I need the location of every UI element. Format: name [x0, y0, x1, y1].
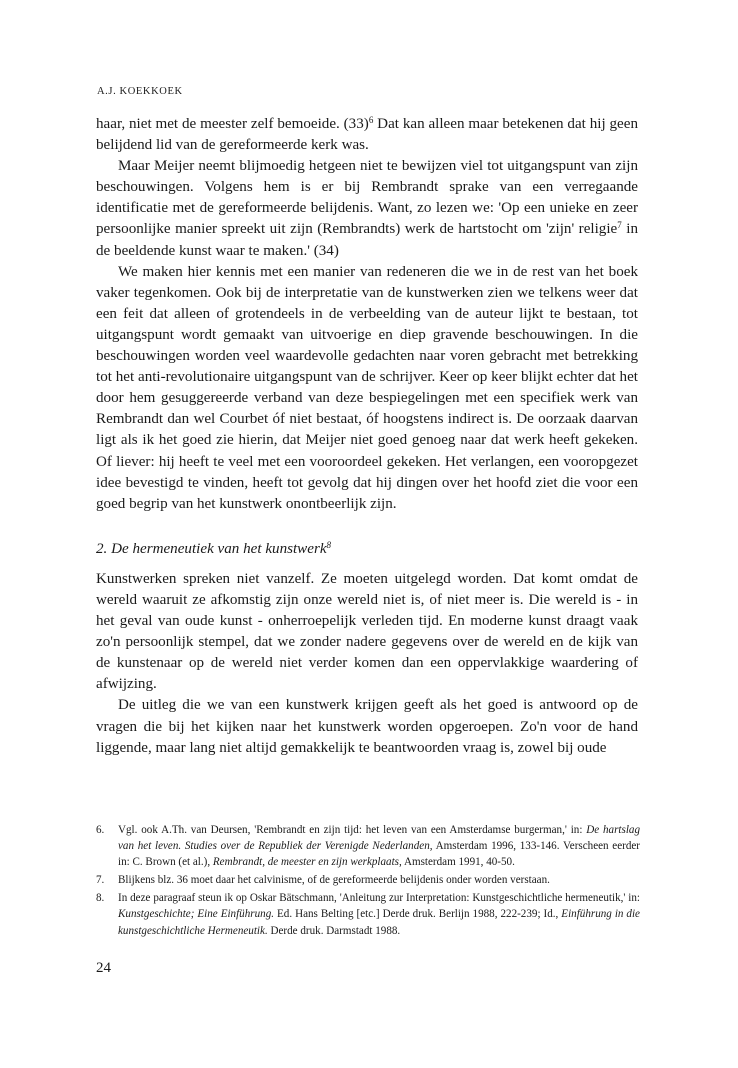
paragraph: haar, niet met de meester zelf bemoeide. $(33)^6$ Dat kan alleen maar betekenen dat hij geen belijdend lid van de gereformeerde kerk was.	[96, 115, 639, 154]
footnote-ref: 8	[326, 539, 332, 550]
page-number: 24	[96, 960, 111, 976]
footnote-ref: 7	[617, 220, 622, 231]
footnote: 6. Vgl. ook A.Th. van Deursen, 'Rembrandt en zijn tijd: het leven van een Amsterdamse burgerman,' in: De hartslag van het leven. Studies over de Republiek der Verenigde Nederlanden, Amsterdam 1996, 133-146. Verscheen eerder in: C. Brown (et al.), Rembrandt, de meester en zijn werkplaats, Amsterdam 1991, 40-50.	[96, 824, 640, 869]
body-text	[96, 114, 638, 759]
paragraph: Kunstwerken spreken niet vanzelf. Ze moeten uitgelegd worden. Dat komt omdat de wereld waaruit ze afkomstig zijn onze wereld niet is, of niet meer is. Die wereld is - in het geval van oude kunst - onherroepelijk verleden tijd. En moderne kunst draagt vaak zo'n persoonlijk stempel, dat we zonder nadere gegevens over de wereld en de kijk van de kunstenaar op de wereld niet verder komen dan een oppervlakkige waardering of afwijzing.	[96, 570, 638, 693]
footnote: 7. Blijkens blz. 36 moet daar het calvinisme, of de gereformeerde belijdenis onder worden verstaan.	[96, 874, 550, 887]
footnote: 8. In deze paragraaf steun ik op Oskar Bätschmann, 'Anleitung zur Interpretation: Kunstgeschichtliche hermeneutik,' in: Kunstgeschichte; Eine Einführung. Ed. Hans Belting [etc.] Derde druk. Berlijn 1988, 222-239; Id., Einführung in die kunstgeschichtliche Hermeneutik. Derde druk. Darmstadt 1988.	[96, 892, 640, 937]
paragraph: We maken hier kennis met een manier van redeneren die we in de rest van het boek vaker tegenkomen. Ook bij de interpretatie van de kunstwerken zien we telkens weer dat een feit dat alleen of grotendeels in de verbeelding van de auteur lijkt te bestaan, tot uitgangspunt wordt gemaakt van uitvoerige en diep gravende beschouwingen. In die beschouwingen worden veel waardevolle gedachten naar voren gebracht met betrekking tot het anti-revolutionaire uitgangspunt van de schrijver. Keer op keer blijkt echter dat het door hem gesuggereerde verband van deze bespiegelingen met een specifiek werk van Rembrandt dan wel Courbet óf niet bestaat, óf hoogstens indirect is. De oorzaak daarvan ligt als ik het goed zie hierin, dat Meijer niet goed genoeg naar dat werk heeft gekeken. Of liever: hij heeft te veel met een vooroordeel gekeken. Het verlangen, een vooropgezet idee bevestigd te vinden, heeft tot gevolg dat hij dingen over het hoofd ziet die voor een goed begrip van het kunstwerk onontbeerlijk zijn.	[96, 263, 638, 512]
section-heading: 2. De hermeneutiek van het kunstwerk$^8$	[96, 539, 332, 557]
paragraph: Maar Meijer neemt blijmoedig hetgeen niet te bewijzen viel tot uitgangspunt van zijn beschouwingen. Volgens hem is er bij Rembrandt sprake van een verregaande identificatie met de gereformeerde belijdenis. Want, zo lezen we: 'Op een unieke en zeer persoonlijke manier spreekt uit zijn (Rembrandts) werk de hartstocht om 'zijn' religie$^7$ in de beeldende kunst waar te maken.' (34)	[96, 158, 638, 259]
running-head: A.J. KOEKKOEK	[97, 86, 183, 97]
paragraph: De uitleg die we van een kunstwerk krijgen geeft als het goed is antwoord op de vragen die bij het kijken naar het kunstwerk worden opgeroepen. Zo'n voor de hand liggende, maar lang niet altijd gemakkelijk te beantwoorden vraag is, zowel bij oude	[96, 697, 638, 756]
footnote-ref: 6	[368, 115, 374, 125]
footnotes	[96, 822, 640, 941]
